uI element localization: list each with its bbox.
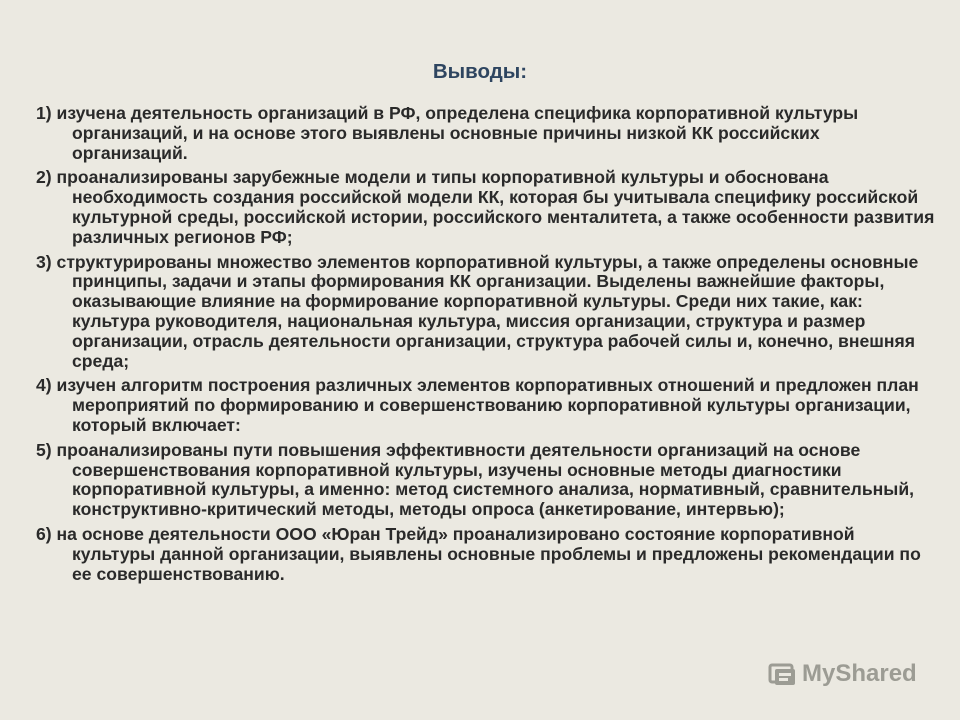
conclusion-item-2: 2) проанализированы зарубежные модели и типы корпоративной культуры и обоснована необходимость создания российской модели КК, которая бы учитывала специфику российской культурной среды, российской истории, российского менталитета, а также особенности развития различных регионов РФ; (36, 167, 935, 247)
conclusion-item-1: 1) изучена деятельность организаций в РФ, определена специфика корпоративной культуры организаций, и на основе этого выявлены основные причины низкой КК российских организаций. (36, 103, 859, 163)
conclusion-item-3: 3) структурированы множество элементов корпоративной культуры, а также определены основные принципы, задачи и этапы формирования КК организации. Выделены важнейшие факторы, оказывающие влияние на формирование корпоративной культуры. Среди них такие, как: культура руководителя, национальная культура, миссия организации, структура и размер организации, отрасль деятельности организации, структура рабочей силы и, конечно, внешняя среда; (36, 251, 919, 371)
myshared-logo-icon (768, 659, 798, 689)
conclusion-item-5: 5) проанализированы пути повышения эффективности деятельности организаций на основе совершенствования корпоративной культуры, изучены основные методы диагностики корпоративной культуры, а именно: метод системного анализа, нормативный, сравнительный, конструктивно-критический методы, методы опроса (анкетирование, интервью); (36, 439, 915, 520)
conclusion-item-4: 4) изучен алгоритм построения различных элементов корпоративных отношений и предложен план мероприятий по формированию и совершенствованию корпоративной культуры организации, который включает: (36, 375, 919, 435)
conclusion-item-6: 6) на основе деятельности ООО «Юран Трейд» проанализировано состояние корпоративной культуры данной организации, выявлены основные проблемы и предложены рекомендации по ее совершенствованию. (36, 523, 921, 584)
conclusions-list (36, 104, 936, 589)
watermark-text: MyShared (802, 660, 917, 687)
myshared-watermark (768, 656, 928, 692)
slide-title: Выводы: (432, 60, 528, 83)
